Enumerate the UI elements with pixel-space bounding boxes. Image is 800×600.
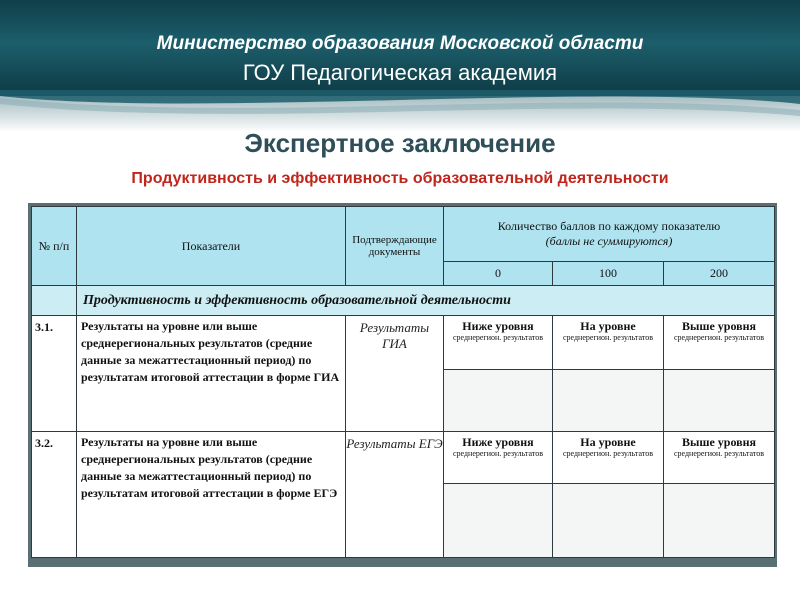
score-0: 0 bbox=[444, 262, 553, 286]
score-cell-empty bbox=[664, 484, 775, 558]
score-cell-empty bbox=[444, 370, 553, 432]
col-header-indicators: Показатели bbox=[77, 207, 346, 286]
score-100: 100 bbox=[553, 262, 664, 286]
score-cell-empty bbox=[553, 484, 664, 558]
expert-table bbox=[31, 206, 775, 558]
score-cell-empty bbox=[664, 370, 775, 432]
ministry-title: Министерство образования Московской области bbox=[156, 33, 644, 54]
scores-title: Количество баллов по каждому показателю bbox=[497, 219, 721, 233]
category-cell-empty bbox=[32, 286, 77, 316]
row-num: 3.2. bbox=[32, 432, 77, 558]
score-cell-empty bbox=[444, 484, 553, 558]
col-header-docs: Подтверждающие документы bbox=[346, 207, 444, 286]
level-at: На уровне среднерегион. результатов bbox=[553, 432, 664, 484]
level-above: Выше уровня среднерегион. результатов bbox=[664, 432, 775, 484]
academy-title: ГОУ Педагогическая академия bbox=[242, 60, 558, 85]
page-title: Экспертное заключение bbox=[244, 128, 556, 158]
row-indicator: Результаты на уровне или выше среднерегиональных результатов (средние данные за межаттестационный период) по результатам итоговой аттестации в форме ЕГЭ bbox=[77, 432, 346, 558]
score-cell-empty bbox=[553, 370, 664, 432]
category-row: Продуктивность и эффективность образовательной деятельности bbox=[77, 286, 775, 316]
row-doc: Результаты ЕГЭ bbox=[346, 432, 444, 558]
scores-note: (баллы не суммируются) bbox=[545, 234, 673, 248]
score-200: 200 bbox=[664, 262, 775, 286]
header-banner bbox=[0, 0, 800, 96]
col-header-scores bbox=[444, 207, 775, 262]
row-doc: Результаты ГИА bbox=[346, 316, 444, 432]
row-indicator: Результаты на уровне или выше среднерегиональных результатов (средние данные за межаттестационный период) по результатам итоговой аттестации в форме ГИА bbox=[77, 316, 346, 432]
level-below: Ниже уровня среднерегион. результатов bbox=[444, 432, 553, 484]
col-header-num: № п/п bbox=[32, 207, 77, 286]
level-at: На уровне среднерегион. результатов bbox=[553, 316, 664, 370]
table-frame bbox=[28, 203, 777, 567]
row-num: 3.1. bbox=[32, 316, 77, 432]
level-below: Ниже уровня среднерегион. результатов bbox=[444, 316, 553, 370]
level-above: Выше уровня среднерегион. результатов bbox=[664, 316, 775, 370]
page-subtitle: Продуктивность и эффективность образовательной деятельности bbox=[131, 170, 669, 187]
